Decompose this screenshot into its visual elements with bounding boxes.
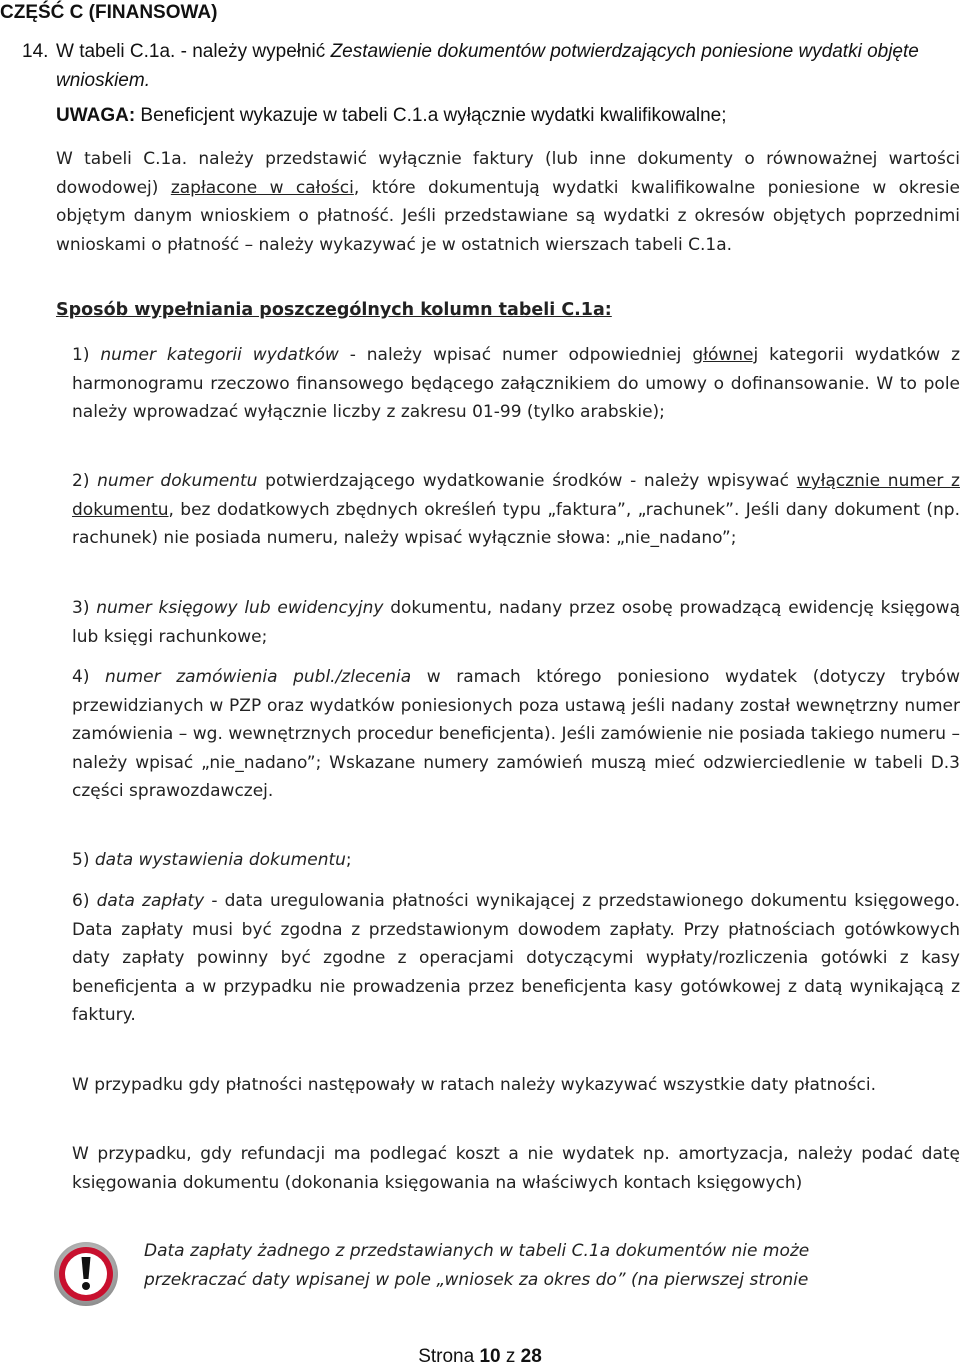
note-uwaga: [56, 105, 727, 127]
list-item-1: [72, 341, 960, 427]
exclamation-warning-icon: [52, 1240, 120, 1308]
list-number: 2): [72, 471, 98, 491]
list-text: - należy wpisać numer odpowiedniej: [338, 345, 693, 365]
list-number: 3): [72, 598, 97, 618]
footer-prefix: Strona: [418, 1346, 480, 1367]
list-term: numer kategorii wydatków: [100, 345, 339, 365]
list-number: 6): [72, 891, 97, 911]
installments-paragraph: W przypadku gdy płatności następowały w ratach należy wykazywać wszystkie daty płatności.: [72, 1075, 877, 1095]
list-term: data wystawienia dokumentu: [94, 850, 346, 870]
list-term: data zapłaty: [96, 891, 205, 911]
list-text: - data uregulowania płatności wynikającej z przedstawionego dokumentu księgowego. Data zapłaty musi być zgodna z przedstawionym dowodem zapłaty. Przy płatnościach gotówkowych daty zapłaty powinny być zgodne z operacjami dotyczącymi wypłaty/rozliczenia gotówki z kasy beneficjenta a w przypadku nie prowadzenia przez beneficjenta kasy gotówkowej z datą wynikającą z faktury.: [72, 891, 960, 1025]
total-pages: 28: [520, 1346, 542, 1367]
item-italic-text: Zestawienie dokumentów potwierdzających poniesione wydatki objęte wnioskiem.: [56, 41, 919, 91]
list-number: 4): [72, 667, 106, 687]
page-footer: [0, 1346, 960, 1368]
warning-line-1: Data zapłaty żadnego z przedstawianych w tabeli C.1a dokumentów nie może: [144, 1241, 810, 1261]
list-text-cont: , bez dodatkowych zbędnych określeń typu „faktura”, „rachunek”. Jeśli dany dokument (np. rachunek) nie posiada numeru, należy wpisać wyłącznie słowa: „nie_nadano”;: [72, 499, 960, 548]
list-item-4: [72, 663, 960, 806]
list-item-5: [72, 846, 960, 875]
current-page-number: 10: [479, 1346, 501, 1367]
list-item-6: [72, 887, 960, 1030]
item-number: 14.: [22, 41, 49, 62]
intro-paragraph: [56, 145, 960, 259]
list-text: ;: [345, 850, 352, 870]
columns-section-title: Sposób wypełniania poszczególnych kolumn tabeli C.1a:: [56, 300, 612, 320]
section-heading: CZĘŚĆ C (FINANSOWA): [0, 2, 218, 23]
item-text: W tabeli C.1a. - należy wypełnić: [56, 41, 331, 62]
list-text-cont: kategorii wydatków z harmonogramu rzeczowo finansowego będącego załącznikiem do umowy o dofinansowanie. W to pole należy wprowadzać wyłącznie liczby z zakresu 01-99 (tylko arabskie);: [72, 345, 960, 422]
list-text: w ramach którego poniesiono wydatek (dotyczy trybów przewidzianych w PZP oraz wydatków poniesionych poza ustawą jeśli nadany został wewnętrzny numer zamówienia – wg. wewnętrznych procedur beneficjenta). Jeśli zamówienie nie posiada takiego numeru – należy wpisać „nie_nadano”; Wskazane numery zamówień muszą mieć odzwierciedlenie w tabeli D.3 części sprawozdawczej.: [72, 667, 960, 801]
paragraph-text: W tabeli C.1a. należy przedstawić wyłącznie faktury (lub inne dokumenty o równoważnej wartości dowodowej): [56, 149, 960, 198]
warning-note: [144, 1237, 960, 1294]
list-item-2: [72, 467, 960, 553]
list-term: numer zamówienia publ./zlecenia: [105, 667, 412, 687]
list-term: numer dokumentu: [97, 471, 258, 491]
warning-line-2: przekraczać daty wpisanej w pole „wniosek za okres do” (na pierwszej stronie: [144, 1269, 809, 1290]
list-underlined: głównej: [692, 345, 759, 365]
paragraph-text-cont: , które dokumentują wydatki kwalifikowalne poniesione w okresie objętym danym wnioskiem o płatność. Jeśli przedstawiane są wydatki z okresów objętych poprzednimi wnioskami o płatność – należy wykazywać je w ostatnich wierszach tabeli C.1a.: [56, 177, 960, 255]
footer-separator: z: [500, 1346, 521, 1367]
refund-paragraph: W przypadku, gdy refundacji ma podlegać koszt a nie wydatek np. amortyzacja, należy podać datę księgowania dokumentu (dokonania księgowania na właściwych kontach księgowych): [72, 1144, 960, 1193]
list-underlined: wyłącznie numer z dokumentu: [72, 471, 960, 520]
note-label: UWAGA:: [56, 105, 136, 126]
list-text: potwierdzającego wydatkowanie środków - należy wpisywać: [257, 471, 797, 491]
note-text: Beneficjent wykazuje w tabeli C.1.a wyłącznie wydatki kwalifikowalne;: [135, 105, 727, 126]
list-item-3: [72, 594, 960, 651]
instruction-item-14: [22, 38, 952, 95]
list-term: numer księgowy lub ewidencyjny: [96, 598, 384, 618]
list-number: 1): [72, 345, 101, 365]
list-text: dokumentu, nadany przez osobę prowadzącą ewidencję księgową lub księgi rachunkowe;: [72, 598, 960, 647]
paragraph-underlined: zapłacone w całości: [170, 177, 354, 198]
list-number: 5): [72, 850, 95, 870]
